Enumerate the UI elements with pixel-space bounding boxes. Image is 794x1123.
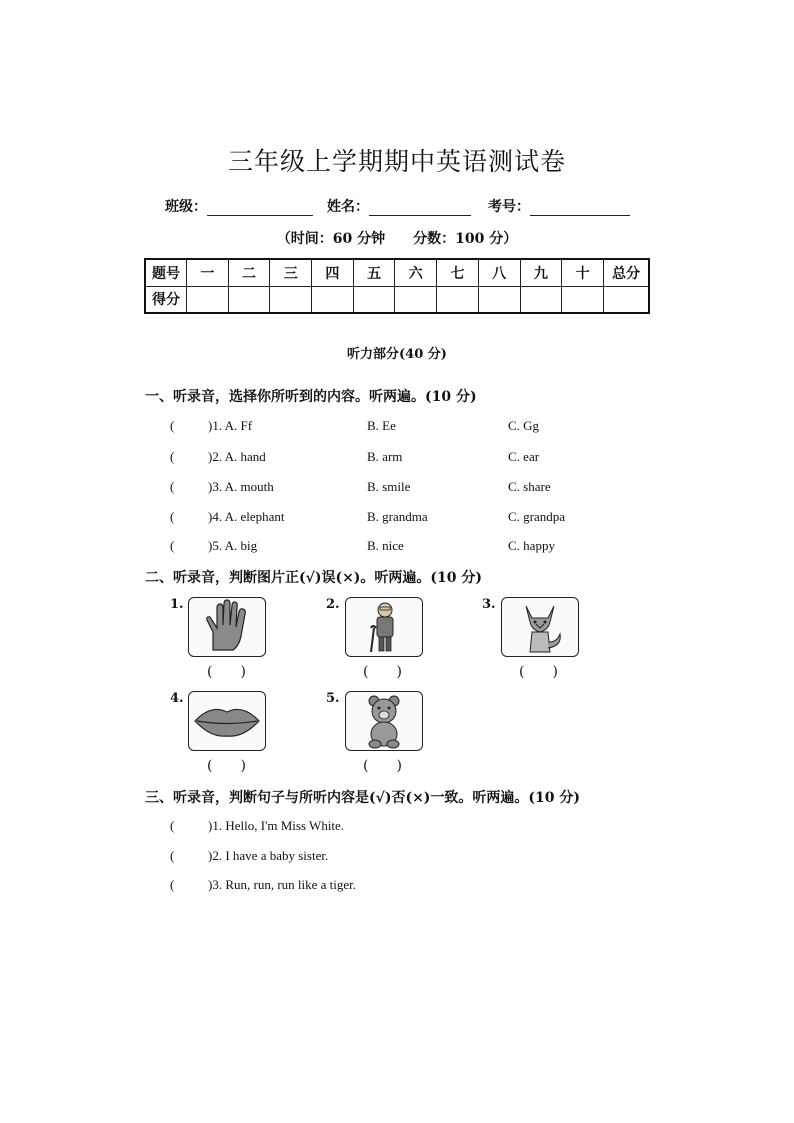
col-5: 五 <box>353 259 395 286</box>
header-label: 题号 <box>145 259 187 286</box>
answer-paren[interactable]: ( <box>170 818 175 833</box>
col-7: 七 <box>437 259 479 286</box>
section2-heading: 二、听录音，判断图片正(√)误(×)。听两遍。(10 分) <box>145 570 483 586</box>
answer-paren[interactable]: ( <box>170 509 175 524</box>
sentence-3: )3. Run, run, run like a tiger. <box>208 877 357 892</box>
answer-paren[interactable]: ( <box>170 877 175 892</box>
q5-option-c: C. happy <box>508 538 555 553</box>
score-cell[interactable] <box>270 286 312 313</box>
col-3: 三 <box>270 259 312 286</box>
picture-frame <box>501 597 579 657</box>
name-label: 姓名： <box>327 199 369 215</box>
q3-option-a: )3. A. mouth <box>208 479 274 494</box>
class-blank[interactable] <box>207 201 313 216</box>
q4-option-c: C. grandpa <box>508 509 566 524</box>
sentence-2: )2. I have a baby sister. <box>208 848 329 863</box>
q2-option-a: )2. A. hand <box>208 449 266 464</box>
id-field[interactable] <box>488 196 630 216</box>
score-cell[interactable] <box>187 286 229 313</box>
score-cell[interactable] <box>395 286 437 313</box>
q4-option-b: B. grandma <box>367 509 428 524</box>
answer-paren[interactable]: ( <box>170 479 175 494</box>
col-8: 八 <box>478 259 520 286</box>
class-label: 班级： <box>165 199 207 215</box>
picture-number: 4. <box>170 691 184 706</box>
section1-heading: 一、听录音，选择你所听到的内容。听两遍。(10 分) <box>145 389 477 405</box>
bear-icon <box>346 692 422 750</box>
mouth-icon <box>189 692 265 750</box>
score-cell[interactable] <box>478 286 520 313</box>
name-blank[interactable] <box>369 201 471 216</box>
score-cell[interactable] <box>520 286 562 313</box>
picture-frame <box>345 691 423 751</box>
answer-paren[interactable]: ( <box>170 418 175 433</box>
score-cell[interactable] <box>562 286 604 313</box>
grandpa-icon <box>346 598 422 656</box>
answer-paren[interactable]: ( ) <box>207 664 246 680</box>
q1-option-b: B. Ee <box>367 418 396 433</box>
picture-frame <box>188 597 266 657</box>
q2-option-c: C. ear <box>508 449 540 464</box>
listening-header: 听力部分(40 分) <box>347 347 447 362</box>
id-label: 考号： <box>488 199 530 215</box>
score-cell[interactable] <box>604 286 650 313</box>
col-10: 十 <box>562 259 604 286</box>
col-6: 六 <box>395 259 437 286</box>
q1-option-c: C. Gg <box>508 418 540 433</box>
q4-option-a: )4. A. elephant <box>208 509 285 524</box>
page-title: 三年级上学期期中英语测试卷 <box>227 147 566 176</box>
answer-paren[interactable]: ( <box>170 538 175 553</box>
hand-icon <box>189 598 265 656</box>
q3-option-c: C. share <box>508 479 551 494</box>
answer-paren[interactable]: ( ) <box>363 664 402 680</box>
id-blank[interactable] <box>530 201 630 216</box>
section3-heading: 三、听录音，判断句子与所听内容是(√)否(×)一致。听两遍。(10 分) <box>145 790 581 806</box>
answer-paren[interactable]: ( <box>170 848 175 863</box>
picture-number: 1. <box>170 597 184 612</box>
q5-option-a: )5. A. big <box>208 538 258 553</box>
score-header-row <box>145 259 649 286</box>
picture-number: 2. <box>326 597 340 612</box>
answer-paren[interactable]: ( ) <box>363 758 402 774</box>
picture-frame <box>345 597 423 657</box>
score-cell[interactable] <box>312 286 354 313</box>
col-9: 九 <box>520 259 562 286</box>
q5-option-b: B. nice <box>367 538 404 553</box>
col-total: 总分 <box>604 259 650 286</box>
picture-number: 5. <box>326 691 340 706</box>
picture-number: 3. <box>482 597 496 612</box>
score-cell[interactable] <box>353 286 395 313</box>
picture-frame <box>188 691 266 751</box>
col-1: 一 <box>187 259 229 286</box>
col-2: 二 <box>228 259 270 286</box>
answer-paren[interactable]: ( <box>170 449 175 464</box>
name-field[interactable] <box>327 196 471 216</box>
score-cell[interactable] <box>437 286 479 313</box>
row-label: 得分 <box>145 286 187 313</box>
score-table <box>144 258 650 314</box>
q3-option-b: B. smile <box>367 479 411 494</box>
answer-paren[interactable]: ( ) <box>519 664 558 680</box>
score-row <box>145 286 649 313</box>
q2-option-b: B. arm <box>367 449 403 464</box>
fox-icon <box>502 598 578 656</box>
sentence-1: )1. Hello, I'm Miss White. <box>208 818 345 833</box>
class-field[interactable] <box>165 196 313 216</box>
score-cell[interactable] <box>228 286 270 313</box>
time-info: （时间：60 分钟 分数：100 分） <box>276 231 518 247</box>
answer-paren[interactable]: ( ) <box>207 758 246 774</box>
col-4: 四 <box>312 259 354 286</box>
q1-option-a: )1. A. Ff <box>208 418 253 433</box>
